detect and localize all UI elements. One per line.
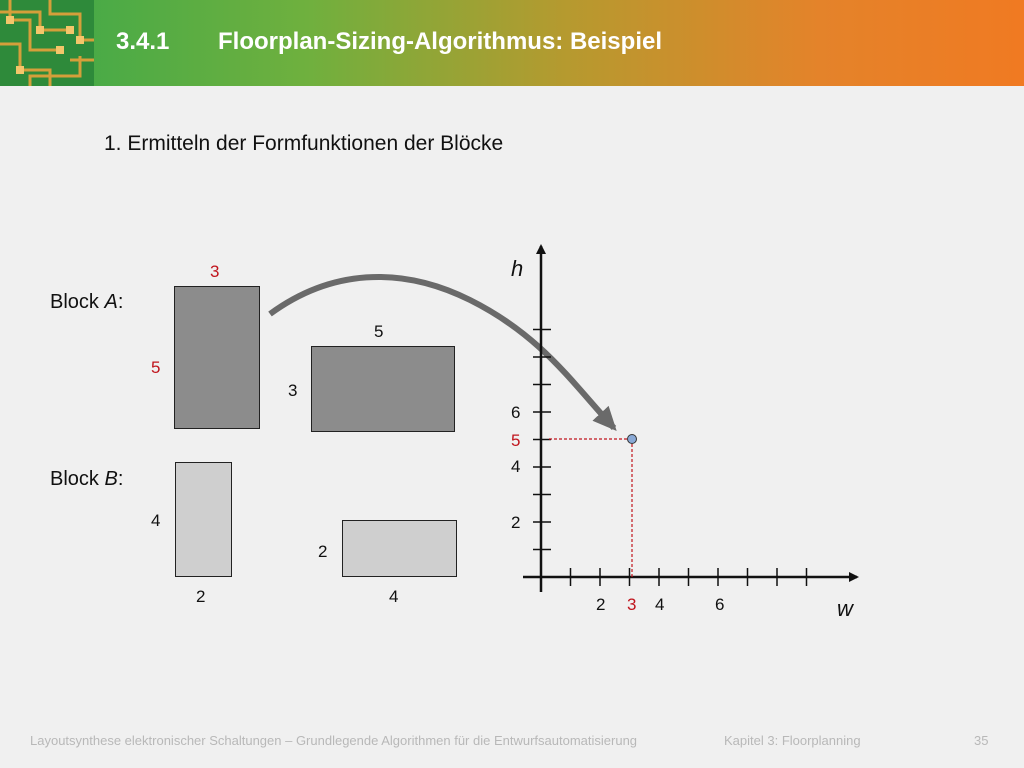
block-a-wide-width: 5 <box>374 322 384 341</box>
title-text: Floorplan-Sizing-Algorithmus: Beispiel <box>218 28 662 55</box>
x-axis-label: w <box>837 596 853 621</box>
block-b-label-suffix: : <box>117 468 124 490</box>
x-tick-label: 4 <box>655 595 665 614</box>
y-tick-label: 6 <box>511 403 521 422</box>
x-tick-label-highlight: 3 <box>627 595 637 614</box>
block-b-wide-height: 2 <box>318 542 328 561</box>
y-tick-label: 2 <box>511 513 521 532</box>
block-a-tall-width: 3 <box>210 262 220 281</box>
transfer-arrow <box>270 277 614 428</box>
block-a-tall-height: 5 <box>151 358 161 377</box>
footer-course: Layoutsynthese elektronischer Schaltungen – Grundlegende Algorithmen für die Entwurfsautomatisierung <box>30 733 638 748</box>
block-b-tall-height: 4 <box>151 511 161 530</box>
y-tick-label-highlight: 5 <box>511 431 521 450</box>
block-b-label-var: B <box>104 468 118 490</box>
block-a-label-prefix: Block <box>50 291 105 313</box>
section-number: 3.4.1 <box>116 28 170 55</box>
block-b-wide-width: 4 <box>389 587 399 606</box>
x-tick-label: 2 <box>596 595 606 614</box>
x-tick-label: 6 <box>715 595 725 614</box>
block-b-tall-width: 2 <box>196 587 206 606</box>
y-axis-label: h <box>511 256 524 281</box>
block-a-label-suffix: : <box>117 291 124 313</box>
footer-chapter: Kapitel 3: Floorplanning <box>724 733 861 748</box>
page-number: 35 <box>974 733 989 748</box>
step-heading: 1. Ermitteln der Formfunktionen der Blöcke <box>104 132 504 155</box>
block-a-wide-height: 3 <box>288 381 298 400</box>
block-b-label-prefix: Block <box>50 468 105 490</box>
shape-point <box>628 435 637 444</box>
y-tick-label: 4 <box>511 457 521 476</box>
block-a-label-var: A <box>104 291 118 313</box>
